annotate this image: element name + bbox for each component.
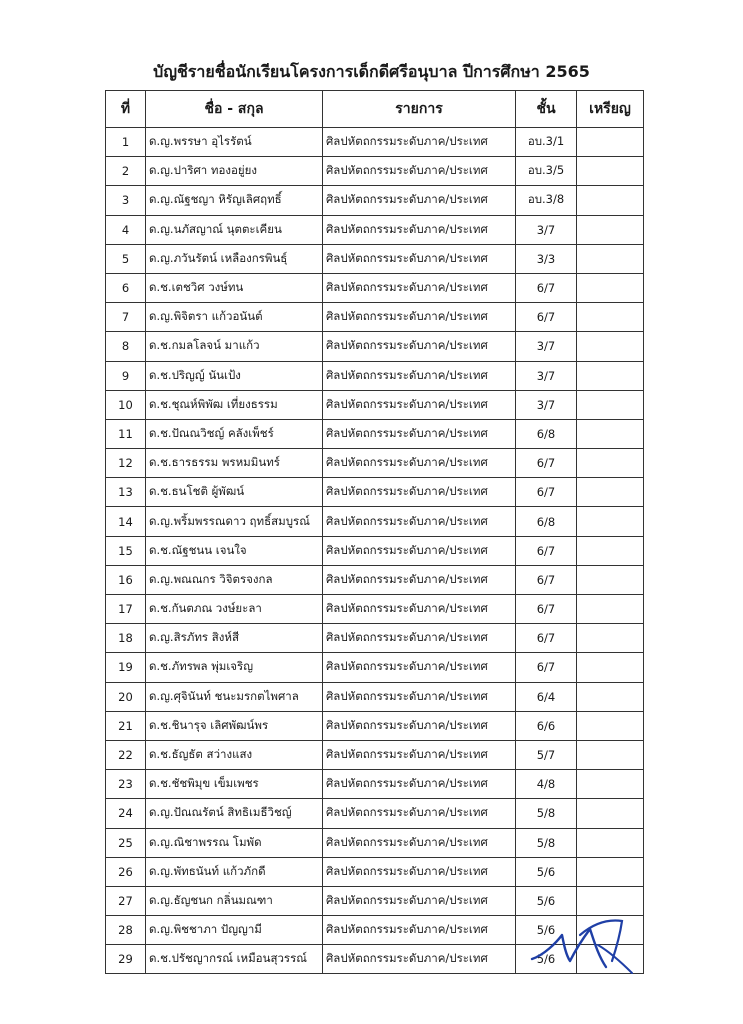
table-row xyxy=(106,740,644,769)
cell-class: 5/8 xyxy=(516,799,577,828)
cell-item: ศิลปหัตถกรรมระดับภาค/ประเทศ xyxy=(323,478,516,507)
cell-class: 4/8 xyxy=(516,770,577,799)
table-row xyxy=(106,244,644,273)
cell-no: 14 xyxy=(106,507,146,536)
cell-medal xyxy=(577,624,644,653)
cell-item: ศิลปหัตถกรรมระดับภาค/ประเทศ xyxy=(323,740,516,769)
cell-item: ศิลปหัตถกรรมระดับภาค/ประเทศ xyxy=(323,857,516,886)
cell-item: ศิลปหัตถกรรมระดับภาค/ประเทศ xyxy=(323,624,516,653)
cell-class: 5/6 xyxy=(516,857,577,886)
header-item: รายการ xyxy=(323,91,516,128)
cell-item: ศิลปหัตถกรรมระดับภาค/ประเทศ xyxy=(323,303,516,332)
cell-no: 28 xyxy=(106,916,146,945)
cell-item: ศิลปหัตถกรรมระดับภาค/ประเทศ xyxy=(323,828,516,857)
cell-medal xyxy=(577,186,644,215)
table-row xyxy=(106,711,644,740)
cell-no: 22 xyxy=(106,740,146,769)
table-row xyxy=(106,507,644,536)
cell-name: ด.ช.ปรัชญากรณ์ เหมือนสุวรรณ์ xyxy=(146,945,323,974)
cell-item: ศิลปหัตถกรรมระดับภาค/ประเทศ xyxy=(323,653,516,682)
cell-item: ศิลปหัตถกรรมระดับภาค/ประเทศ xyxy=(323,916,516,945)
cell-no: 13 xyxy=(106,478,146,507)
cell-name: ด.ช.กมลโลจน์ มาแก้ว xyxy=(146,332,323,361)
table-row xyxy=(106,682,644,711)
cell-medal xyxy=(577,711,644,740)
table-row xyxy=(106,828,644,857)
cell-item: ศิลปหัตถกรรมระดับภาค/ประเทศ xyxy=(323,332,516,361)
cell-class: 6/7 xyxy=(516,624,577,653)
cell-no: 1 xyxy=(106,128,146,157)
cell-medal xyxy=(577,770,644,799)
cell-item: ศิลปหัตถกรรมระดับภาค/ประเทศ xyxy=(323,595,516,624)
table-row xyxy=(106,857,644,886)
cell-no: 9 xyxy=(106,361,146,390)
table-row xyxy=(106,215,644,244)
cell-no: 12 xyxy=(106,449,146,478)
cell-name: ด.ช.ณัฐชนน เจนใจ xyxy=(146,536,323,565)
cell-name: ด.ญ.นภัสญาณ์ นุตตะเคียน xyxy=(146,215,323,244)
cell-class: 6/7 xyxy=(516,653,577,682)
cell-name: ด.ญ.ปาริศา ทองอยู่ยง xyxy=(146,157,323,186)
cell-no: 18 xyxy=(106,624,146,653)
table-row xyxy=(106,273,644,302)
cell-item: ศิลปหัตถกรรมระดับภาค/ประเทศ xyxy=(323,507,516,536)
cell-name: ด.ญ.พิจิตรา แก้วอนันต์ xyxy=(146,303,323,332)
cell-no: 20 xyxy=(106,682,146,711)
cell-name: ด.ช.ภัทรพล พุ่มเจริญ xyxy=(146,653,323,682)
cell-medal xyxy=(577,857,644,886)
table-row xyxy=(106,624,644,653)
cell-item: ศิลปหัตถกรรมระดับภาค/ประเทศ xyxy=(323,390,516,419)
header-no: ที่ xyxy=(106,91,146,128)
cell-medal xyxy=(577,273,644,302)
cell-no: 11 xyxy=(106,419,146,448)
cell-item: ศิลปหัตถกรรมระดับภาค/ประเทศ xyxy=(323,186,516,215)
cell-name: ด.ญ.ธัญชนก กลิ่นมณฑา xyxy=(146,886,323,915)
cell-medal xyxy=(577,565,644,594)
table-row xyxy=(106,886,644,915)
cell-class: อบ.3/1 xyxy=(516,128,577,157)
cell-class: 3/7 xyxy=(516,361,577,390)
table-row xyxy=(106,653,644,682)
cell-medal xyxy=(577,536,644,565)
cell-no: 5 xyxy=(106,244,146,273)
cell-class: 5/8 xyxy=(516,828,577,857)
header-name: ชื่อ - สกุล xyxy=(146,91,323,128)
cell-class: 5/6 xyxy=(516,916,577,945)
cell-name: ด.ญ.ณิชาพรรณ โมพัด xyxy=(146,828,323,857)
cell-class: 5/7 xyxy=(516,740,577,769)
cell-no: 23 xyxy=(106,770,146,799)
cell-class: 6/7 xyxy=(516,536,577,565)
cell-medal xyxy=(577,244,644,273)
cell-medal xyxy=(577,595,644,624)
cell-class: 3/7 xyxy=(516,390,577,419)
cell-no: 3 xyxy=(106,186,146,215)
cell-class: 6/8 xyxy=(516,419,577,448)
header-class: ชั้น xyxy=(516,91,577,128)
cell-class: 6/7 xyxy=(516,273,577,302)
cell-item: ศิลปหัตถกรรมระดับภาค/ประเทศ xyxy=(323,157,516,186)
cell-no: 21 xyxy=(106,711,146,740)
cell-item: ศิลปหัตถกรรมระดับภาค/ประเทศ xyxy=(323,419,516,448)
header-medal: เหรียญ xyxy=(577,91,644,128)
table-row xyxy=(106,361,644,390)
cell-item: ศิลปหัตถกรรมระดับภาค/ประเทศ xyxy=(323,273,516,302)
cell-medal xyxy=(577,449,644,478)
cell-item: ศิลปหัตถกรรมระดับภาค/ประเทศ xyxy=(323,711,516,740)
cell-name: ด.ญ.พณณกร วิจิตรจงกล xyxy=(146,565,323,594)
cell-medal xyxy=(577,507,644,536)
table-row xyxy=(106,536,644,565)
cell-item: ศิลปหัตถกรรมระดับภาค/ประเทศ xyxy=(323,799,516,828)
cell-item: ศิลปหัตถกรรมระดับภาค/ประเทศ xyxy=(323,449,516,478)
cell-name: ด.ช.ชัชพิมุข เข็มเพชร xyxy=(146,770,323,799)
cell-class: 6/7 xyxy=(516,595,577,624)
cell-name: ด.ช.ปริญญ์ นันเป้ง xyxy=(146,361,323,390)
cell-item: ศิลปหัตถกรรมระดับภาค/ประเทศ xyxy=(323,361,516,390)
cell-medal xyxy=(577,361,644,390)
table-row xyxy=(106,128,644,157)
cell-name: ด.ญ.พิชชาภา ปัญญามี xyxy=(146,916,323,945)
cell-no: 15 xyxy=(106,536,146,565)
cell-name: ด.ญ.ณัฐชญา หิรัญเลิศฤทธิ์ xyxy=(146,186,323,215)
cell-class: 6/7 xyxy=(516,565,577,594)
cell-no: 8 xyxy=(106,332,146,361)
student-table xyxy=(105,90,644,974)
cell-medal xyxy=(577,740,644,769)
cell-name: ด.ญ.ปัณณรัตน์ สิทธิเมธีวิชญ์ xyxy=(146,799,323,828)
cell-no: 26 xyxy=(106,857,146,886)
cell-class: อบ.3/5 xyxy=(516,157,577,186)
cell-class: 5/6 xyxy=(516,886,577,915)
cell-class: 6/7 xyxy=(516,478,577,507)
cell-name: ด.ญ.สิรภัทร สิงห์สี xyxy=(146,624,323,653)
cell-medal xyxy=(577,478,644,507)
cell-no: 25 xyxy=(106,828,146,857)
table-row xyxy=(106,449,644,478)
cell-no: 6 xyxy=(106,273,146,302)
table-row xyxy=(106,186,644,215)
cell-class: 6/7 xyxy=(516,303,577,332)
cell-class: 6/6 xyxy=(516,711,577,740)
cell-name: ด.ช.ธารธรรม พรหมมินทร์ xyxy=(146,449,323,478)
table-row xyxy=(106,332,644,361)
page-title: บัญชีรายชื่อนักเรียนโครงการเด็กดีศรีอนุบาล ปีการศึกษา 2565 xyxy=(153,62,590,81)
cell-item: ศิลปหัตถกรรมระดับภาค/ประเทศ xyxy=(323,244,516,273)
cell-no: 7 xyxy=(106,303,146,332)
cell-name: ด.ญ.ศุจินันท์ ชนะมรกตไพศาล xyxy=(146,682,323,711)
cell-name: ด.ช.ธนโชติ ผู้พัฒน์ xyxy=(146,478,323,507)
cell-class: 6/7 xyxy=(516,449,577,478)
table-row xyxy=(106,419,644,448)
table-row xyxy=(106,157,644,186)
cell-item: ศิลปหัตถกรรมระดับภาค/ประเทศ xyxy=(323,536,516,565)
cell-item: ศิลปหัตถกรรมระดับภาค/ประเทศ xyxy=(323,215,516,244)
cell-medal xyxy=(577,157,644,186)
cell-medal xyxy=(577,215,644,244)
cell-medal xyxy=(577,828,644,857)
cell-medal xyxy=(577,332,644,361)
cell-item: ศิลปหัตถกรรมระดับภาค/ประเทศ xyxy=(323,770,516,799)
cell-item: ศิลปหัตถกรรมระดับภาค/ประเทศ xyxy=(323,565,516,594)
cell-no: 4 xyxy=(106,215,146,244)
cell-medal xyxy=(577,886,644,915)
cell-class: 6/8 xyxy=(516,507,577,536)
cell-no: 27 xyxy=(106,886,146,915)
cell-no: 16 xyxy=(106,565,146,594)
cell-no: 10 xyxy=(106,390,146,419)
cell-item: ศิลปหัตถกรรมระดับภาค/ประเทศ xyxy=(323,945,516,974)
cell-name: ด.ญ.ภวันรัตน์ เหลืองกรพินธุ์ xyxy=(146,244,323,273)
cell-medal xyxy=(577,799,644,828)
cell-medal xyxy=(577,303,644,332)
cell-name: ด.ญ.พัทธนันท์ แก้วภักดี xyxy=(146,857,323,886)
cell-no: 24 xyxy=(106,799,146,828)
cell-name: ด.ช.เตชวิศ วงษ์ทน xyxy=(146,273,323,302)
table-row xyxy=(106,565,644,594)
cell-medal xyxy=(577,390,644,419)
cell-name: ด.ช.ปัณณวิชญ์ คลังเพ็ชร์ xyxy=(146,419,323,448)
cell-name: ด.ญ.พรรษา อุไรรัตน์ xyxy=(146,128,323,157)
cell-class: อบ.3/8 xyxy=(516,186,577,215)
cell-item: ศิลปหัตถกรรมระดับภาค/ประเทศ xyxy=(323,682,516,711)
cell-item: ศิลปหัตถกรรมระดับภาค/ประเทศ xyxy=(323,128,516,157)
table-row xyxy=(106,595,644,624)
cell-medal xyxy=(577,682,644,711)
cell-name: ด.ช.ชุณห์พิพัฒ เที่ยงธรรม xyxy=(146,390,323,419)
table-row xyxy=(106,770,644,799)
cell-class: 5/6 xyxy=(516,945,577,974)
cell-no: 19 xyxy=(106,653,146,682)
cell-no: 29 xyxy=(106,945,146,974)
signature-icon xyxy=(528,915,640,977)
cell-medal xyxy=(577,128,644,157)
table-header-row xyxy=(106,91,644,128)
cell-no: 17 xyxy=(106,595,146,624)
cell-no: 2 xyxy=(106,157,146,186)
cell-medal xyxy=(577,419,644,448)
table-row xyxy=(106,303,644,332)
cell-name: ด.ช.ชินารุจ เลิศพัฒน์พร xyxy=(146,711,323,740)
cell-name: ด.ญ.พริ้มพรรณดาว ฤทธิ์สมบูรณ์ xyxy=(146,507,323,536)
cell-item: ศิลปหัตถกรรมระดับภาค/ประเทศ xyxy=(323,886,516,915)
table-row xyxy=(106,799,644,828)
cell-class: 3/7 xyxy=(516,332,577,361)
cell-class: 6/4 xyxy=(516,682,577,711)
table-row xyxy=(106,478,644,507)
cell-class: 3/3 xyxy=(516,244,577,273)
cell-class: 3/7 xyxy=(516,215,577,244)
cell-medal xyxy=(577,653,644,682)
cell-name: ด.ช.กันตภณ วงษ์ยะลา xyxy=(146,595,323,624)
cell-name: ด.ช.ธัญธัต สว่างแสง xyxy=(146,740,323,769)
table-row xyxy=(106,390,644,419)
